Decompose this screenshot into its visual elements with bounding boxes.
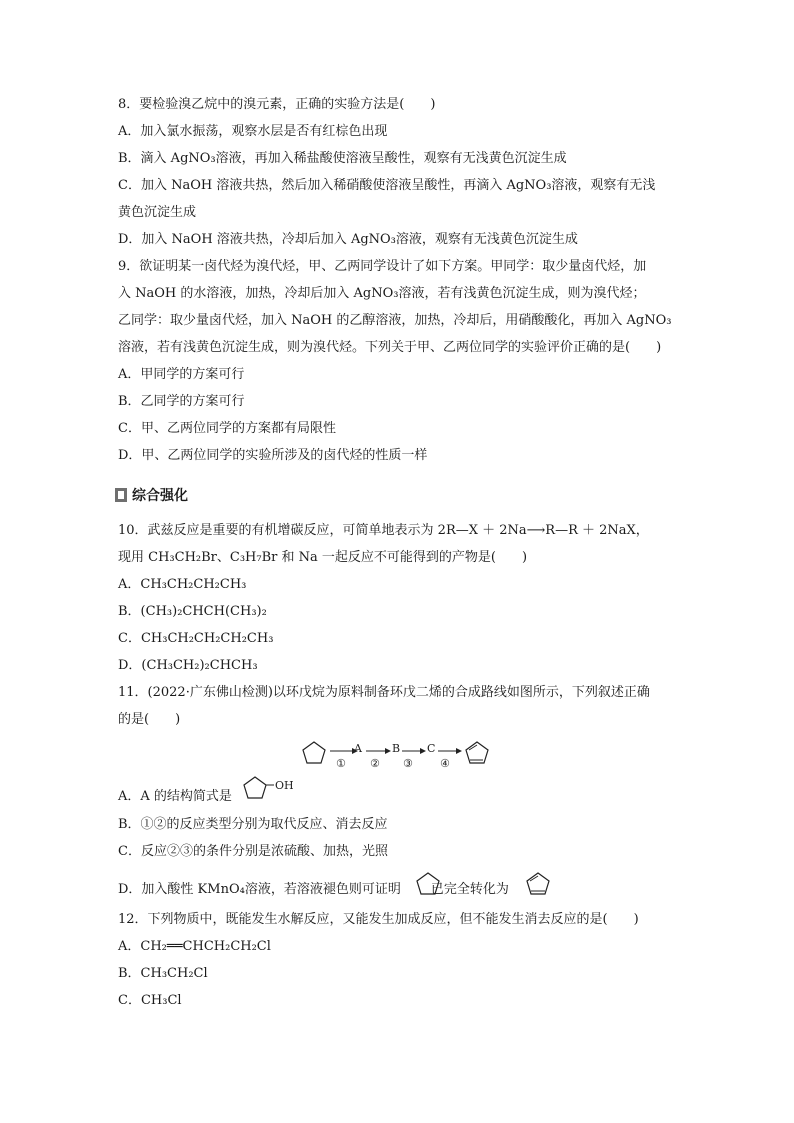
q11-stem-line2: 的是( ) (118, 712, 181, 727)
q9-stem-line2: 入 NaOH 的水溶液，加热，冷却后加入 AgNO₃溶液，若有浅黄色沉淀生成，则为溴代烃； (118, 286, 646, 301)
q10-option-b: B．(CH₃)₂CHCH(CH₃)₂ (118, 604, 267, 619)
step1-label: ① (336, 757, 346, 770)
cyclopentane-icon (303, 742, 325, 763)
cyclopentene-icon (417, 873, 439, 894)
q9-option-c: C．甲、乙两位同学的方案都有局限性 (118, 421, 336, 436)
q8-option-d: D．加入 NaOH 溶液共热，冷却后加入 AgNO₃溶液，观察有无浅黄色沉淀生成 (118, 232, 578, 247)
q11-option-b: B．①②的反应类型分别为取代反应、消去反应 (118, 817, 388, 832)
cyclopentanol-structure (241, 775, 301, 803)
q10-option-a: A．CH₃CH₂CH₂CH₃ (118, 577, 247, 592)
scheme-node-b: B (392, 742, 401, 755)
q8-option-b: B．滴入 AgNO₃溶液，再加入稀盐酸使溶液呈酸性，观察有无浅黄色沉淀生成 (118, 151, 567, 166)
section-heading (115, 484, 188, 506)
q10-option-c: C．CH₃CH₂CH₂CH₂CH₃ (118, 631, 274, 646)
q12-option-b: B．CH₃CH₂Cl (118, 966, 208, 981)
q11-option-c: C．反应②③的条件分别是浓硫酸、加热，光照 (118, 844, 388, 859)
q12-option-c: C．CH₃Cl (118, 993, 182, 1008)
cyclopentene-structure (414, 871, 444, 897)
cyclopentadiene-structure (524, 871, 554, 897)
q11-option-a-text: A．A 的结构简式是 (118, 789, 232, 804)
step4-label: ④ (440, 757, 450, 770)
q8-option-a: A．加入氯水振荡，观察水层是否有红棕色出现 (118, 124, 388, 139)
scheme-node-a: A (354, 742, 362, 755)
q9-stem-line3: 乙同学：取少量卤代烃，加入 NaOH 的乙醇溶液，加热，冷却后，用硝酸酸化，再加入 AgNO₃ (118, 313, 672, 328)
q12-stem: 12．下列物质中，既能发生水解反应，又能发生加成反应，但不能发生消去反应的是( ) (118, 912, 639, 927)
q11-option-a (118, 787, 232, 807)
q10-stem-line2: 现用 CH₃CH₂Br、C₃H₇Br 和 Na 一起反应不可能得到的产物是( ) (118, 550, 528, 565)
q10-stem-line1: 10．武兹反应是重要的有机增碳反应，可简单地表示为 2R—X ＋ 2Na⟶R—R ＋ 2NaX， (118, 523, 649, 538)
scheme-node-c: C (427, 742, 436, 755)
q11-stem-line1: 11．(2022·广东佛山检测)以环戊烷为原料制备环戊二烯的合成路线如图所示，下列叙述正确 (118, 685, 650, 700)
q9-option-d: D．甲、乙两位同学的实验所涉及的卤代烃的性质一样 (118, 448, 428, 463)
section-title: 综合强化 (132, 488, 188, 504)
cyclopentyl-ring-icon (244, 777, 266, 798)
step2-label: ② (370, 757, 380, 770)
q8-stem: 8．要检验溴乙烷中的溴元素，正确的实验方法是( ) (118, 97, 436, 112)
q12-option-a: A．CH₂══CHCH₂CH₂Cl (118, 939, 271, 954)
q9-option-b: B．乙同学的方案可行 (118, 394, 245, 409)
q11-option-d-text2: 已完全转化为 (430, 882, 509, 897)
q9-option-a: A．甲同学的方案可行 (118, 367, 245, 382)
q8-option-c-line2: 黄色沉淀生成 (118, 205, 197, 220)
q11-option-d (118, 880, 509, 900)
section-marker-icon (115, 488, 127, 502)
q8-option-c-line1: C．加入 NaOH 溶液共热，然后加入稀硝酸使溶液呈酸性，再滴入 AgNO₃溶液，观察有无浅 (118, 178, 656, 193)
step3-label: ③ (403, 757, 413, 770)
hydroxyl-group: OH (275, 779, 294, 792)
q11-option-d-text1: D．加入酸性 KMnO₄溶液，若溶液褪色则可证明 (118, 882, 401, 897)
q10-option-d: D．(CH₃CH₂)₂CHCH₃ (118, 658, 258, 673)
cyclopentadiene-icon (466, 742, 488, 763)
cyclopentadiene-product-icon (527, 873, 549, 894)
q9-stem-line4: 溶液，若有浅黄色沉淀生成，则为溴代烃。下列关于甲、乙两位同学的实验评价正确的是( ) (118, 340, 662, 355)
q9-stem-line1: 9．欲证明某一卤代烃为溴代烃，甲、乙两同学设计了如下方案。甲同学：取少量卤代烃，加 (118, 259, 647, 274)
synthesis-scheme (290, 738, 510, 772)
